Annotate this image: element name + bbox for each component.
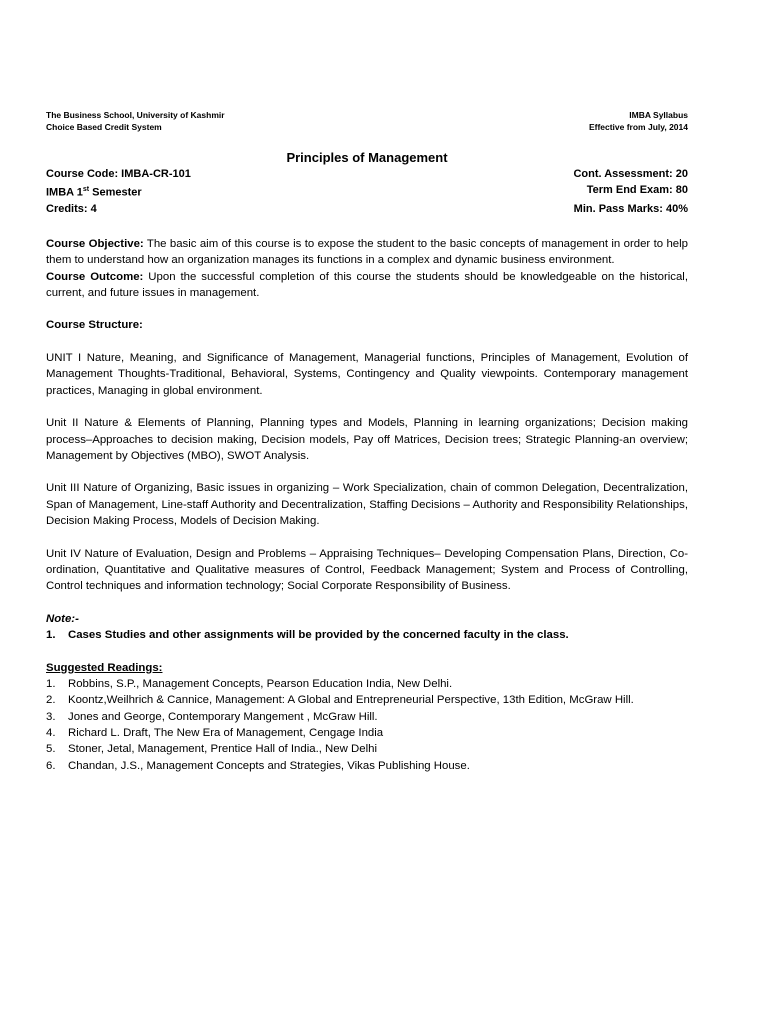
header-right <box>589 109 688 133</box>
list-item: 2. Koontz,Weilhrich & Cannice, Management: A Global and Entrepreneurial Perspective, 13th Edition, McGraw Hill. <box>46 694 634 707</box>
course-code: Course Code: IMBA-CR-101 <box>46 168 191 180</box>
course-outcome: Course Outcome: Upon the successful completion of this course the students should be knowledgeable on the historical, current, and future issues in management. <box>46 270 689 299</box>
course-objective: Course Objective: The basic aim of this course is to expose the student to the basic concepts of management in order to help them to understand how an organization manages its functions in a complex and dynamic business environment. <box>46 238 689 267</box>
note-heading: Note:- <box>46 612 79 625</box>
unit-2: Unit II Nature & Elements of Planning, Planning types and Models, Planning in learning organizations; Decision making process–Approaches to decision making, Decision models, Pay off Matrices, Decision trees; Strategic Planning-an overview; Management by Objectives (MBO), SWOT Analysis. <box>46 417 688 462</box>
unit-1: UNIT I Nature, Meaning, and Significance of Management, Managerial functions, Principles of Management, Evolution of Management Thoughts-Traditional, Behavioral, Systems, Contingency and Quality viewpoints. Contemporary management practices, Managing in global environment. <box>46 352 688 397</box>
unit-3: Unit III Nature of Organizing, Basic issues in organizing – Work Specialization, chain of common Delegation, Decentralization, Span of Management, Line-staff Authority and Decentralization, Staffing Decisions – Authority and Responsibility Relationships, Decision Making Process, Models of Decision Making. <box>46 482 688 528</box>
credit-system: Choice Based Credit System <box>46 122 162 132</box>
list-item: 1. Cases Studies and other assignments will be provided by the concerned faculty in the class. <box>46 629 569 642</box>
unit-4: Unit IV Nature of Evaluation, Design and Problems – Appraising Techniques– Developing Compensation Plans, Direction, Co-ordination, Quantitative and Qualitative measures of Control, Feedback Management; System and Process of Controlling, Control techniques and information technology; Social Corporate Responsibility of Business. <box>46 547 688 593</box>
syllabus-body <box>46 236 688 774</box>
list-item: 6. Chandan, J.S., Management Concepts and Strategies, Vikas Publishing House. <box>46 759 470 772</box>
credits: Credits: 4 <box>46 202 97 215</box>
list-item: 3. Jones and George, Contemporary Mangement , McGraw Hill. <box>46 710 378 723</box>
header-left <box>46 109 225 133</box>
course-meta <box>46 166 688 217</box>
term-end-exam: Term End Exam: 80 <box>586 184 688 196</box>
list-item: 5. Stoner, Jetal, Management, Prentice Hall of India., New Delhi <box>46 743 377 756</box>
readings-heading: Suggested Readings: <box>46 661 163 674</box>
note-list <box>46 627 688 643</box>
cont-assessment: Cont. Assessment: 20 <box>573 168 688 180</box>
course-structure-heading: Course Structure: <box>46 319 143 332</box>
list-item: 4. Richard L. Draft, The New Era of Management, Cengage India <box>46 726 384 739</box>
effective-date: Effective from July, 2014 <box>588 122 688 132</box>
semester: IMBA 1st Semester <box>46 186 142 199</box>
list-item: 1. Robbins, S.P., Management Concepts, Pearson Education India, New Delhi. <box>46 678 453 691</box>
readings-list <box>46 676 688 774</box>
min-pass-marks: Min. Pass Marks: 40% <box>573 202 688 215</box>
page-title: Principles of Management <box>286 150 448 165</box>
institution-name: The Business School, University of Kashmir <box>46 110 225 120</box>
syllabus-label: IMBA Syllabus <box>629 110 688 120</box>
